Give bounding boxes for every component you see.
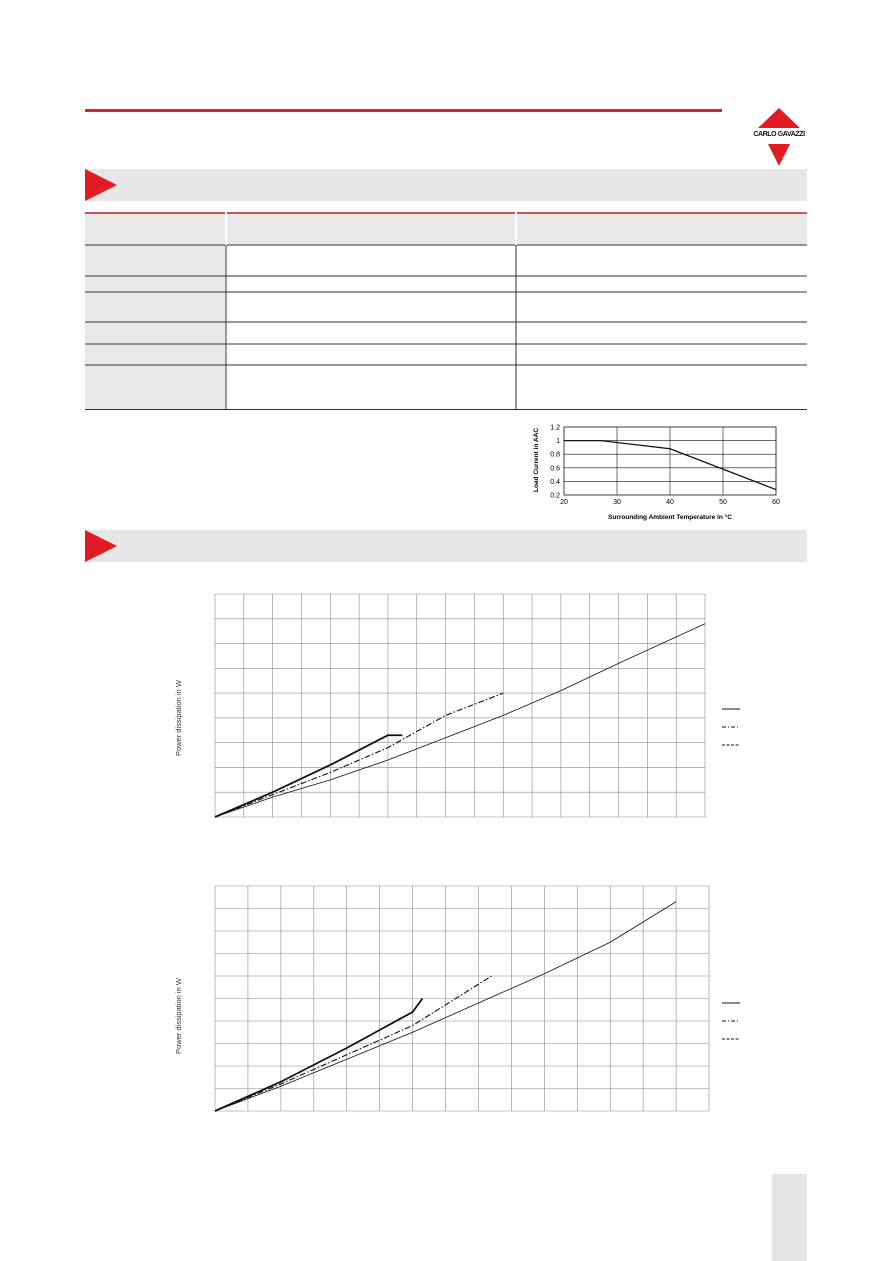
section-arrow-icon [85,169,117,201]
derating-x-tick-label: 60 [772,499,780,506]
derating-y-tick-label: 0.6 [550,465,560,473]
power-dissipation-chart-2 [170,882,760,1116]
power-dissipation-chart-1 [170,590,760,822]
svg-text:CARLO GAVAZZI: CARLO GAVAZZI [753,131,805,138]
series-line-solid-thick [215,735,402,817]
derating-x-tick-label: 20 [560,499,568,506]
section-arrow-icon [85,530,117,562]
derating-y-tick-label: 0.2 [550,492,560,500]
derating-y-tick-label: 0.8 [550,451,560,459]
derating-ylabel: Load Current in AAC [533,427,540,493]
derating-y-tick-label: 0.4 [550,478,560,486]
derating-y-tick-label: 1.2 [550,424,560,432]
derating-xlabel: Surrounding Ambient Temperature in °C [608,514,732,521]
section-bar-power-dissipation [85,530,807,562]
derating-x-tick-label: 30 [613,499,621,506]
carlo-gavazzi-logo [750,104,808,168]
diss2-ylabel: Power dissipation in W [174,978,183,1054]
series-line-solid-thin [215,624,705,817]
page-number-tab [772,1174,807,1261]
specification-table [85,212,807,410]
section-bar-specifications [85,169,807,201]
series-line-solid-thick [215,999,422,1112]
derating-chart [525,420,787,526]
derating-x-tick-label: 50 [719,499,727,506]
diss1-ylabel: Power dissipation in W [174,680,183,756]
header-rule [85,109,722,112]
derating-x-tick-label: 40 [666,499,674,506]
derating-y-tick-label: 1 [556,438,560,446]
